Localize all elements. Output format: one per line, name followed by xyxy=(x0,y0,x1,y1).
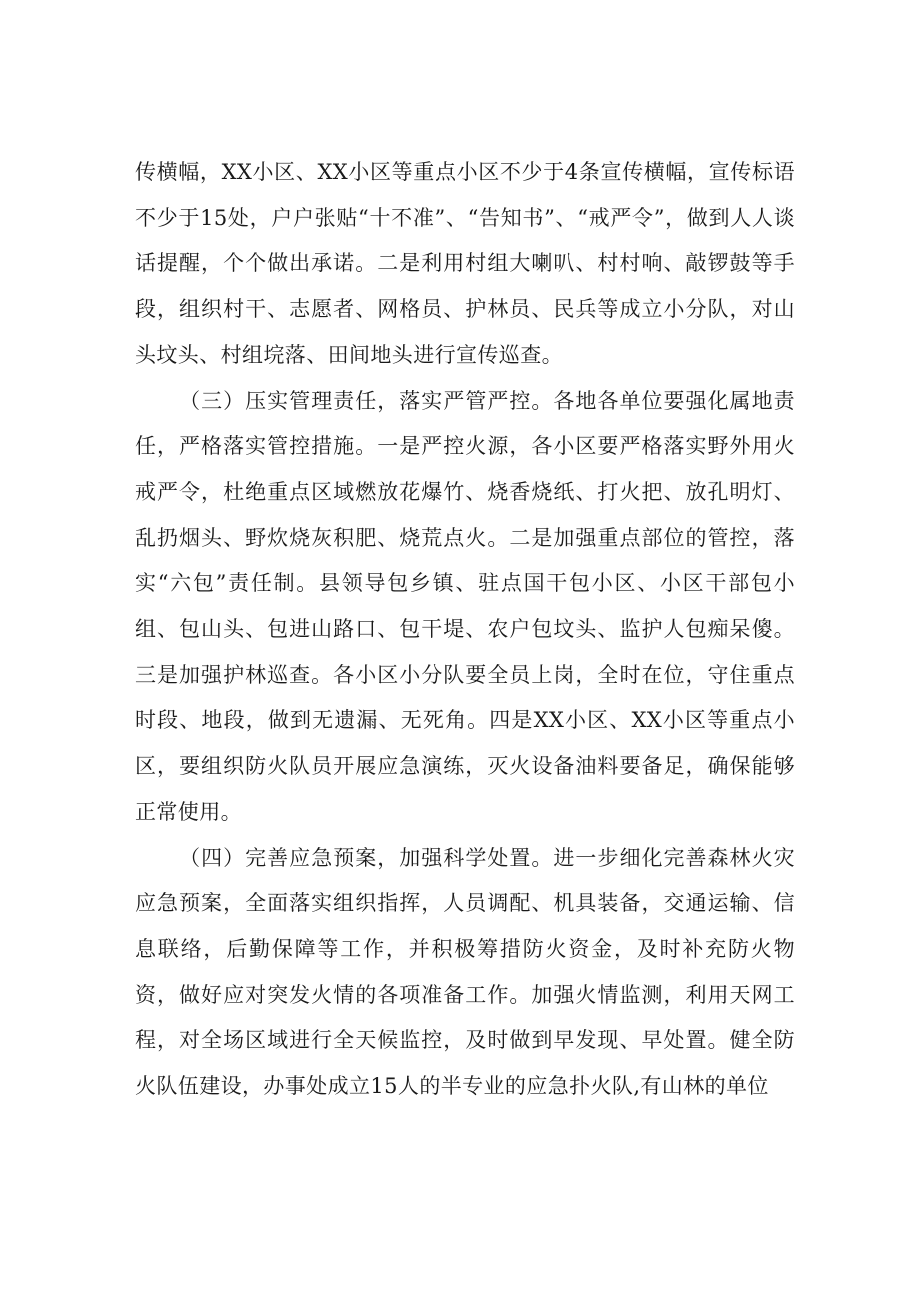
paragraph-management-responsibility: （三）压实管理责任，落实严管严控。各地各单位要强化属地责任，严格落实管控措施。一是严控火源，各小区要严格落实野外用火戒严令，杜绝重点区域燃放花爆竹、烧香烧纸、打火把、放孔明灯、乱扔烟头、野炊烧灰积肥、烧荒点火。二是加强重点部位的管控，落实“六包”责任制。县领导包乡镇、驻点国干包小区、小区干部包小组、包山头、包进山路口、包干堤、农户包坟头、监护人包痴呆傻。三是加强护林巡查。各小区小分队要全员上岗，全时在位，守住重点时段、地段，做到无遗漏、无死角。四是XX小区、XX小区等重点小区，要组织防火队员开展应急演练，灭火设备油料要备足，确保能够正常使用。 xyxy=(135,388,795,824)
paragraph-emergency-plan: （四）完善应急预案，加强科学处置。进一步细化完善森林火灾应急预案，全面落实组织指挥，人员调配、机具装备，交通运输、信息联络，后勤保障等工作，并积极筹措防火资金，及时补充防火物资，做好应对突发火情的各项准备工作。加强火情监测，利用天网工程，对全场区域进行全天候监控，及时做到早发现、早处置。健全防火队伍建设，办事处成立15人的半专业的应急扑火队,有山林的单位 xyxy=(135,845,795,1099)
paragraph-propaganda-continuation: 传横幅，XX小区、XX小区等重点小区不少于4条宣传横幅，宣传标语不少于15处，户户张贴“十不准”、“告知书”、“戒严令”，做到人人谈话提醒，个个做出承诺。二是利用村组大喇叭、村村响、敲锣鼓等手段，组织村干、志愿者、网格员、护林员、民兵等成立小分队，对山头坟头、村组垸落、田间地头进行宣传巡查。 xyxy=(135,160,795,367)
document-body xyxy=(135,150,795,1110)
